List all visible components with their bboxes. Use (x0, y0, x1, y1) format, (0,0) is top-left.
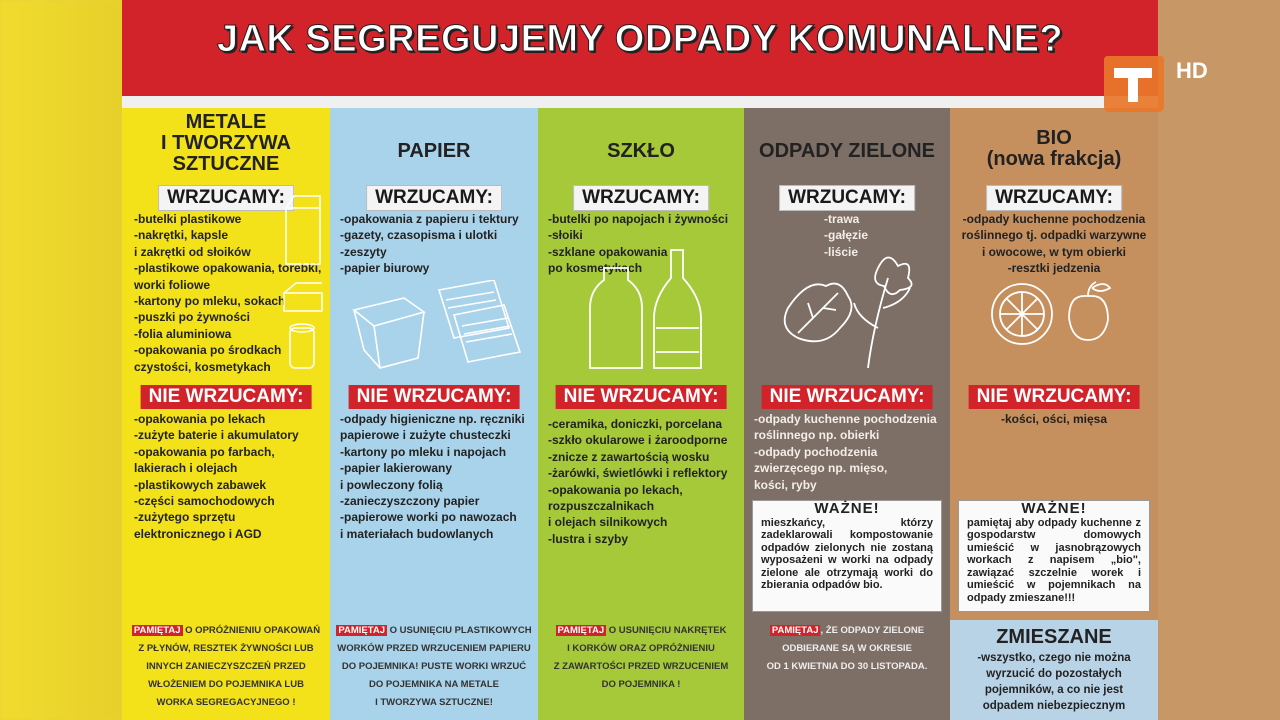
paper-box-icon (344, 280, 524, 375)
list-item: -odpady kuchenne pochodzenia (962, 212, 1146, 226)
list-item: -opakowania po farbach, (134, 444, 275, 459)
no-list (754, 411, 948, 493)
list-item: roślinnego np. obierki (754, 428, 880, 443)
no-list (340, 411, 536, 542)
list-item: i materiałach budowlanych (340, 526, 494, 541)
list-item: i powleczony folią (340, 477, 443, 492)
zmieszane-title: ZMIESZANE (996, 626, 1112, 648)
list-item: -plastikowych zabawek (134, 477, 267, 492)
nie-wrzucamy-tag: NIE WRZUCAMY: (141, 385, 312, 409)
title-line: SZTUCZNE (172, 153, 280, 175)
list-item: -zużytego sprzętu (134, 510, 236, 525)
list-item: czystości, kosmetykach (134, 359, 271, 374)
list-item: -słoiki (548, 228, 583, 243)
list-item: -odpady pochodzenia (754, 444, 878, 459)
list-item: -lustra i szyby (548, 531, 629, 546)
pamietaj-label: PAMIĘTAJ (771, 625, 819, 636)
note-line: DO POJEMNIKA! PUSTE WORKI WRZUĆ (341, 661, 527, 672)
text-line: pojemników, a co nie jest (984, 684, 1124, 696)
note-line: WORKA SEGREGACYJNEGO ! (156, 697, 296, 708)
column-title (950, 128, 1158, 170)
yes-list (340, 211, 536, 277)
column-title: ODPADY ZIELONE (759, 140, 935, 162)
wrzucamy-tag: WRZUCAMY: (158, 185, 294, 211)
leaf-and-flower-icon (778, 248, 928, 373)
title-line: METALE (185, 111, 267, 133)
list-item: -szklane opakowania (548, 244, 668, 259)
list-item: -szkło okularowe i żaroodporne (548, 433, 728, 448)
note-line: I KORKÓW ORAZ OPRÓŻNIENIU (567, 643, 715, 654)
list-item: -puszki po żywności (134, 310, 251, 325)
wazne-text: pamiętaj aby odpady kuchenne z gospodarstw domowych umieścić w jasnobrązowych workach z napisem „bio", zawiązać szczelnie worek i umieścić w pojemnikach na odpady zmieszane!!! (967, 516, 1141, 604)
page-title: JAK SEGREGUJEMY ODPADY KOMUNALNE? (216, 18, 1064, 60)
note-line: DO POJEMNIKA ! (601, 679, 681, 690)
note-line: WORKÓW PRZED WRZUCENIEM PAPIERU (337, 643, 531, 654)
list-item: roślinnego tj. odpadki warzywne (961, 228, 1147, 243)
wrzucamy-tag: WRZUCAMY: (779, 185, 915, 211)
list-item: -resztki jedzenia (1007, 261, 1101, 276)
wrzucamy-tag: WRZUCAMY: (986, 185, 1122, 211)
note-line: , ŻE ODPADY ZIELONE (820, 625, 925, 636)
note-line: O OPRÓŻNIENIU OPAKOWAŃ (185, 625, 321, 636)
nie-wrzucamy-tag: NIE WRZUCAMY: (762, 385, 933, 409)
list-item: -folia aluminiowa (134, 326, 232, 341)
list-item: -zanieczyszczony papier (340, 494, 480, 509)
list-item: -części samochodowych (134, 494, 275, 509)
column-odpady-zielone (744, 108, 950, 720)
no-list (134, 411, 329, 542)
note-line: OD 1 KWIETNIA DO 30 LISTOPADA. (766, 661, 928, 672)
list-item: -opakowania z papieru i tektury (340, 212, 519, 226)
list-item: -znicze z zawartością wosku (548, 449, 710, 464)
column-title: PAPIER (397, 140, 471, 162)
note-line: O USUNIĘCIU NAKRĘTEK (608, 625, 727, 636)
note-line: Z PŁYNÓW, RESZTEK ŻYWNOŚCI LUB (138, 643, 314, 654)
column-bio (950, 108, 1158, 620)
column-szklo (538, 108, 744, 720)
no-list (954, 411, 1154, 427)
list-item: -zeszyty (340, 244, 387, 259)
nie-wrzucamy-tag: NIE WRZUCAMY: (556, 385, 727, 409)
fruit-icon (984, 278, 1124, 348)
list-item: rozpuszczalnikach (548, 499, 655, 514)
list-item: papierowe i zużyte chusteczki (340, 428, 511, 443)
list-item: -trawa (824, 212, 860, 226)
list-item: -opakowania po lekach (134, 412, 266, 426)
list-item: i owocowe, w tym obierki (981, 244, 1127, 259)
title-banner (122, 0, 1158, 108)
list-item: -gałęzie (824, 228, 869, 243)
note-line: ODBIERANE SĄ W OKRESIE (782, 643, 912, 654)
nie-wrzucamy-tag: NIE WRZUCAMY: (969, 385, 1140, 409)
wazne-heading: WAŻNE! (814, 500, 880, 517)
no-list (548, 416, 744, 547)
pamietaj-label: PAMIĘTAJ (133, 625, 181, 636)
list-item: i olejach silnikowych (548, 515, 668, 530)
list-item: -plastikowe opakowania, torebki, (134, 261, 322, 276)
list-item: -opakowania po środkach (134, 343, 282, 358)
list-item: -żarówki, świetlówki i reflektory (548, 466, 728, 481)
list-item: po kosmetykach (548, 261, 643, 276)
list-item: -zużyte baterie i akumulatory (134, 428, 299, 443)
list-item: -kartony po mleku, sokach (134, 294, 286, 309)
wazne-box (958, 500, 1150, 612)
list-item: -gazety, czasopisma i ulotki (340, 228, 498, 243)
title-line: (nowa frakcja) (986, 148, 1122, 170)
wazne-box (752, 500, 942, 612)
yes-list (954, 211, 1154, 277)
note-line: I TWORZYWA SZTUCZNE! (375, 697, 493, 708)
list-item: -kości, ości, mięsa (1000, 412, 1108, 426)
list-item: zwierzęcego np. mięso, (754, 461, 888, 476)
note-line: O USUNIĘCIU PLASTIKOWYCH (389, 625, 532, 636)
nie-wrzucamy-tag: NIE WRZUCAMY: (349, 385, 520, 409)
list-item: -papier biurowy (340, 261, 430, 276)
glass-bottles-icon (586, 248, 726, 373)
hd-badge: HD (1176, 58, 1208, 83)
list-item: kości, ryby (754, 477, 817, 492)
pamietaj-note (126, 622, 326, 712)
title-line: BIO (1036, 127, 1072, 149)
list-item: -papierowe worki po nawozach (340, 510, 517, 525)
list-item: -odpady kuchenne pochodzenia (754, 412, 937, 426)
note-line: DO POJEMNIKA NA METALE (368, 679, 499, 690)
left-blurred-edge (0, 0, 122, 720)
list-item: -liście (824, 244, 859, 259)
wrzucamy-tag: WRZUCAMY: (573, 185, 709, 211)
column-title: SZKŁO (607, 140, 675, 162)
wazne-heading: WAŻNE! (1021, 500, 1087, 517)
text-line: -wszystko, czego nie można (977, 652, 1131, 664)
list-item: lakierach i olejach (134, 461, 238, 476)
list-item: -kartony po mleku i napojach (340, 444, 507, 459)
column-metale (122, 108, 330, 720)
section-zmieszane (950, 620, 1158, 720)
note-line: WŁOŻENIEM DO POJEMNIKA LUB (148, 679, 304, 690)
wrzucamy-tag: WRZUCAMY: (366, 185, 502, 211)
zmieszane-text (950, 650, 1158, 714)
pamietaj-note (332, 622, 536, 712)
pamietaj-note (746, 622, 948, 676)
list-item: -ceramika, doniczki, porcelana (548, 417, 723, 431)
title-line: I TWORZYWA (161, 132, 291, 154)
list-item: -butelki plastikowe (134, 212, 242, 226)
list-item: i zakrętki od słoików (134, 244, 251, 259)
text-line: odpadem niebezpiecznym (982, 700, 1126, 712)
pamietaj-label: PAMIĘTAJ (338, 625, 385, 636)
wazne-text: mieszkańcy, którzy zadeklarowali kompostowanie odpadów zielonych nie zostaną wyposażeni w worki na odpady zielone ale otrzymają worki do zbierania odpadów bio. (761, 516, 933, 591)
packaging-icon (278, 188, 328, 378)
list-item: elektronicznego i AGD (134, 526, 262, 541)
note-line: INNYCH ZANIECZYSZCZEŃ PRZED (146, 661, 306, 672)
text-line: wyrzucić do pozostałych (986, 668, 1122, 680)
right-blurred-edge (1158, 0, 1280, 720)
channel-logo-icon (1100, 54, 1166, 116)
list-item: -opakowania po lekach, (548, 482, 683, 497)
list-item: -nakrętki, kapsle (134, 228, 229, 243)
pamietaj-label: PAMIĘTAJ (557, 625, 605, 636)
column-papier (330, 108, 538, 720)
list-item: worki foliowe (134, 277, 211, 292)
column-title (122, 112, 330, 175)
list-item: -butelki po napojach i żywności (548, 212, 729, 226)
pamietaj-note (540, 622, 742, 694)
list-item: -odpady higieniczne np. ręczniki (340, 412, 525, 426)
list-item: -papier lakierowany (340, 461, 453, 476)
note-line: Z ZAWARTOŚCI PRZED WRZUCENIEM (553, 661, 729, 672)
